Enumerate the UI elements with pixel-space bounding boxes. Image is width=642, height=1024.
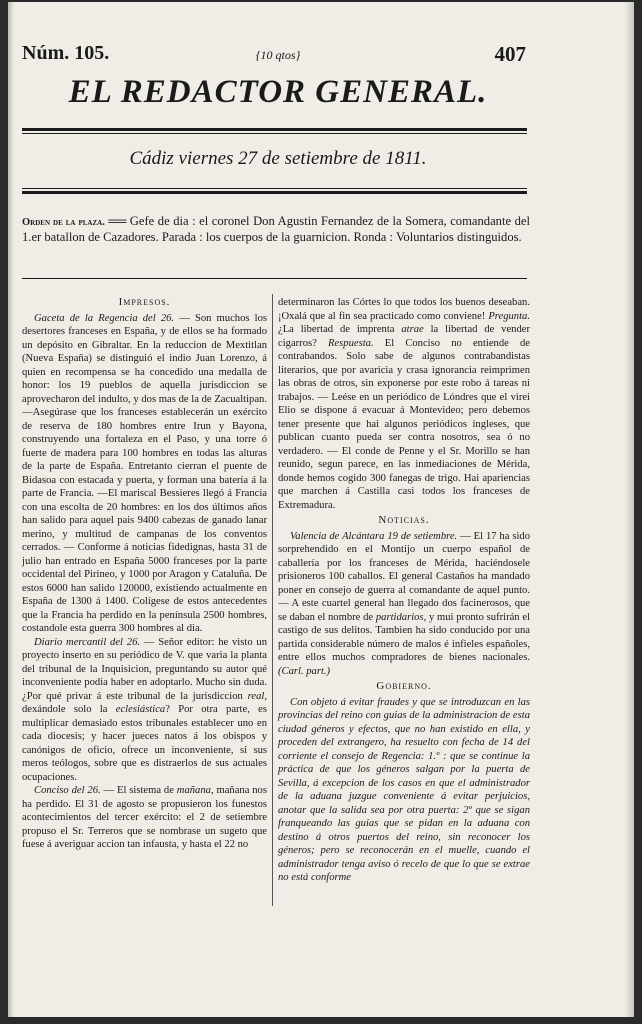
article-gaceta [22, 312, 267, 636]
label-pregunta: Pregunta. [488, 310, 530, 322]
article-gobierno: Con objeto á evitar fraudes y que se introduzcan en las provincias del reino con guias de la administracion de esta ciudad géneros y efectos, que no han existido en ella, y proceden del extrangero, ha resuelto con fecha de 14 del corriente el consejo de Regencia: 1.º : que se continue la práctica de que los géneros salgan por la puerta de Sevilla, á excepcion de los casos en que el administrador de la aduana juzgue conveniente á evitar perjuicios, anotar que la salida sea por otra puerta: 2º que se sigan franqueando las guias que se pidan en la aduana con destino á otros puertos del reino, sin reconocer los géneros; pero se reconocerán en el muelle, cuando el administrador tenga aviso ó recelo de que lo que se extrae no está conforme [278, 696, 530, 883]
text-diario: — Señor editor: he visto un proyecto inserto en su periódico de V. que varia la planta del tribunal de la Inquisicion, preguntando su autor qué inconveniente podia haber en adoptarlo. Mucho sin duda. ¿Por qué privar á este tribunal de la jurisdiccion [22, 636, 268, 702]
word-atrae: atrae [401, 324, 424, 335]
text-diario-mid: , dexándole solo la [22, 690, 267, 715]
source-gaceta: Gaceta de la Regencia del 26. [34, 312, 175, 324]
text-pregunta-end: la libertad de vender cigarros? [278, 324, 530, 349]
page-number: 407 [494, 42, 526, 66]
text-gaceta: — Son muchos los desertores franceses en España, y de ellos se ha formado un depósito en Gibraltar. En la reduccion de Mextitlan (Nueva España) se distinguió el indio Juan Lorenzo, á quien en recompensa se ha concedido una medalla de honor: los 19 pueblos de aquella jurisdiccion se aprovecharon del indulto, y dos mas de la de Zacualtipan. —Asegúrase que los franceses establecerán un exército de reserva de 180 hombres entre Irun y Bayona, construyendo una fortaleza en el Paso, y una torre ó fuerte de madera para 100 hombres en todas las alturas de la parte de España. Entretanto cierran el puente de Bidasoa con estacada y puerta, y forman una batería á la parte de Francia. —El mariscal Bessieres llegó á Francia con una escolta de 20 hombres: en los dos últimos años han salido para aquel pais 9400 cabezas de ganado lanar merino, y multitud de campanas de los conventos cerrados. — Conforme á noticias fidedignas, hasta 31 de julio han entrado en España 5000 franceses por la parte occidental del Pirineo, y 1000 por Aragon y Cataluña. De estos 6000 han salido 120000, existiendo actualmente en España de 1300 á 1400. Colígese de estos antecedentes que la Francia ha perdido en la península 2500 hombres, costandole esta guerra 300 hombres al dia. [22, 312, 268, 634]
top-rule-thin [22, 133, 527, 134]
article-valencia [278, 530, 530, 679]
section-rule [22, 278, 527, 279]
word-eclesiastica: eclesiástica [115, 704, 166, 715]
source-conciso: Conciso del 26. [34, 785, 101, 796]
source-valencia: Valencia de Alcántara 19 de setiembre. [290, 530, 458, 542]
masthead-title: EL REDACTOR GENERAL. [68, 74, 488, 110]
text-diario-end: ? Por otra parte, es multiplicar demasiado estos tribunales establecer uno en cada diocesis; y hacer jueces natos á los obispos y canónigos de oficio, ofrece un inconveniente, si sus meros teólogos, sobre que es distraerlos de sus actuales ocupaciones. [22, 704, 267, 783]
date-rule-thick [22, 191, 527, 194]
word-partidarios: partidarios [375, 611, 424, 623]
article-conciso [22, 784, 267, 852]
article-continuation [278, 296, 530, 512]
word-real: real [247, 690, 265, 702]
newspaper-page [8, 2, 634, 1017]
column-left [22, 296, 267, 852]
issue-number: Núm. 105. [22, 42, 110, 64]
column-divider [272, 294, 273, 906]
orden-heading: Orden de la plaza. [22, 217, 105, 228]
section-gobierno: Gobierno. [376, 680, 432, 692]
column-right [278, 296, 530, 885]
dateline: Cádiz viernes 27 de setiembre de 1811. [129, 148, 427, 169]
word-manana: mañana [176, 785, 211, 796]
orden-de-la-plaza [22, 214, 530, 245]
signature-carl: (Carl. part.) [278, 665, 331, 677]
section-noticias: Noticias. [378, 514, 430, 526]
article-diario [22, 636, 267, 785]
top-rule-thick [22, 128, 527, 131]
text-valencia-end: , y mui pronto sufrirán el castigo de sus delitos. Tambien ha sido conducido por una partida considerable número de malos é infieles españoles, entre ellos muchos compradores de bienes nacionales. [278, 611, 530, 663]
text-respuesta: El Conciso no entiende de contrabandos. Solo sabe de algunos contrabandistas literarios, que por avaricia y crasa ignorancia reimprimen las obras de otros, sin exponerse por este robo á tareas ni trabajos. — Leése en un periódico de Lóndres que el virei Elio se dispone á evacuar á Montevideo; pero debemos tener presente que hai algunos periódicos ingleses, que publican cuanto pueda ser contra nosotros, sea ó no verdadero. — El conde de Penne y el Sr. Morillo se han reunido, segun parece, en las inmediaciones de Mérida, donde hemos cogido 300 fanegas de trigo. Hai apariencias que marchen á Castilla casi todos los franceses de Extremadura. [278, 337, 530, 511]
text-pregunta: ¿La libertad de imprenta [278, 324, 395, 335]
text-continuation: determinaron las Córtes lo que todos los buenos deseaban. ¡Oxalá que al fin sea practicado como conviene! [278, 297, 530, 322]
label-respuesta: Respuesta. [327, 337, 374, 349]
text-valencia: — El 17 ha sido sorprehendido en el Montijo un cuerpo español de caballería por los franceses de Mérida, haciéndosele prisioneros 100 caballos. El general Castaños ha mandado poner en consejo de guerra al comandante de aquel punto. — A este cuartel general han llegado dos facinerosos, que se daban el nombre de [278, 530, 530, 623]
issue-price: {10 qtos} [255, 48, 301, 62]
text-conciso-end: , mañana nos ha perdido. El 31 de agosto se propusieron los funestos acontecimientos del tercer exército: el 2 de setiembre propuso el Sr. Terreros que se nombrase un sugeto que fuese á averiguar accion tan infausta, y hasta el 22 no [22, 785, 267, 850]
page-shadow-left [8, 2, 14, 1017]
orden-text: ══ Gefe de dia : el coronel Don Agustin Fernandez de la Somera, comandante del 1.er batallon de Cazadores. Parada : los cuerpos de la guarnicion. Ronda : Voluntarios distinguidos. [22, 214, 530, 244]
source-diario: Diario mercantil del 26. [34, 636, 141, 648]
date-rule-thin [22, 188, 527, 189]
section-impresos: Impresos. [118, 296, 171, 308]
text-conciso: — El sistema de [103, 785, 174, 796]
page-shadow-right [624, 2, 634, 1017]
